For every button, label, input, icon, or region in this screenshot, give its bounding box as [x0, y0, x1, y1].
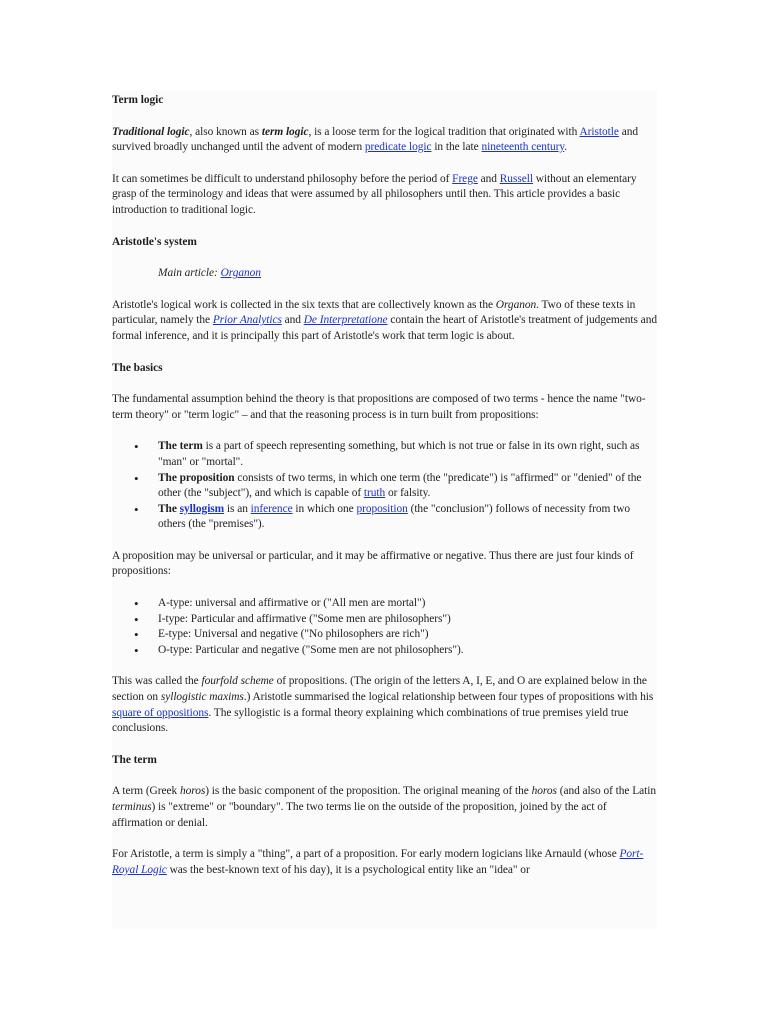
para2-text-1: It can sometimes be difficult to understand philosophy before the period of	[112, 172, 453, 185]
prior-analytics-label: Prior Analytics	[212, 314, 282, 327]
link-de-interpretatione[interactable]	[304, 314, 388, 326]
fourfold-text-3: .) Aristotle summarised the logical relationship between four types of propositions with his	[243, 691, 654, 704]
horos-term-2: horos	[531, 785, 557, 798]
arnauld-text-1: For Aristotle, a term is simply a "thing", a part of a proposition. For early modern logicians like Arnauld (whose	[112, 848, 620, 861]
paragraph-four-kinds: A proposition may be universal or particular, and it may be affirmative or negative. Thus there are just four kinds of propositions:	[112, 549, 634, 578]
term-text-1: A term (Greek	[112, 785, 180, 798]
link-aristotle[interactable]: Aristotle	[579, 125, 619, 138]
proposition-description: consists of two terms, in which one term (the "predicate") is "affirmed" or "denied" of the other (the "subject"), and which is capable of	[158, 471, 642, 500]
term-bold-label: The term	[158, 440, 203, 453]
organon-term: Organon	[495, 298, 537, 311]
proposition-description-end: or falsity.	[385, 487, 431, 500]
paragraph-term-definition	[112, 784, 657, 831]
term-text-2: ) is the basic component of the proposition. The original meaning of the	[205, 785, 532, 798]
heading-the-basics: The basics	[112, 361, 163, 374]
term-description: is a part of speech representing something, but which is not true or false in its own right, such as "man" or "mortal".	[158, 440, 640, 468]
de-interpretatione-label: De Interpretatione	[303, 314, 388, 327]
link-nineteenth-century[interactable]: nineteenth century	[481, 141, 565, 154]
document-content[interactable]	[112, 91, 657, 929]
para2-text-3: without an elementary grasp of the terminology and ideas that were assumed by all philosophers until then. This article provides a basic introduction to traditional logic.	[112, 172, 637, 216]
aristotle-text-2: . Two of these texts in particular, namely the	[112, 298, 636, 327]
proposition-bold-label: The proposition	[158, 471, 235, 484]
arnauld-text-2: was the best-known text of his day), it is a psychological entity like an "idea" or	[166, 863, 530, 876]
intro-text-1: , also known as	[189, 125, 262, 138]
aristotle-text-4: contain the heart of Aristotle's treatment of judgements and formal inference, and it is principally this part of Aristotle's work that term logic is about.	[112, 314, 657, 342]
term-text-4: ) is "extreme" or "boundary". The two terms lie on the outside of the proposition, joined by the act of affirmation or denial.	[112, 801, 607, 829]
intro-paragraph	[112, 125, 657, 156]
heading-the-term: The term	[112, 753, 157, 766]
heading-aristotles-system: Aristotle's system	[112, 235, 197, 248]
port-royal-logic-label: Port-Royal Logic	[112, 848, 644, 876]
link-truth[interactable]: truth	[363, 487, 386, 500]
main-article-note	[158, 266, 657, 282]
main-article-label: Main article:	[158, 267, 221, 280]
paragraph-aristotle-term	[112, 847, 657, 878]
intro-text-3: and survived broadly unchanged until the advent of modern	[112, 125, 639, 154]
fourfold-text-2: of propositions. (The origin of the letters A, I, E, and O are explained below in the section on	[112, 675, 647, 704]
page-title: Term logic	[112, 94, 164, 106]
paragraph-aristotle-works	[112, 298, 657, 345]
list-item-syllogism	[158, 502, 657, 533]
fourfold-text-1: This was called the	[112, 675, 202, 688]
intro-text-4: in the late	[431, 141, 482, 154]
syllogism-bold-label	[158, 503, 224, 515]
link-proposition[interactable]: proposition	[356, 502, 408, 515]
fourfold-text-4: . The syllogistic is a formal theory explaining which combinations of true premises yield true conclusions.	[112, 706, 629, 735]
proposition-types-list	[112, 596, 657, 658]
list-item-o-type: • O-type: Particular and negative ("Some men are not philosophers").	[158, 643, 657, 659]
syllogistic-maxims-term: syllogistic maxims	[160, 691, 244, 704]
term-logic-term: term logic	[261, 125, 309, 138]
intro-text-2: , is a loose term for the logical tradition that originated with	[308, 125, 580, 138]
list-item-a-type: • A-type: universal and affirmative or ("All men are mortal")	[158, 596, 657, 612]
syllogism-text-3: (the "conclusion") follows of necessity from two others (the "premises").	[158, 502, 631, 531]
syllogism-the: The	[158, 502, 180, 515]
para2-text-2: and	[477, 172, 500, 185]
list-item-i-type: • I-type: Particular and affirmative ("Some men are philosophers")	[158, 612, 657, 628]
traditional-logic-term: Traditional logic	[112, 125, 190, 138]
list-item-e-type: • E-type: Universal and negative ("No philosophers are rich")	[158, 627, 657, 643]
list-item-proposition	[158, 471, 657, 502]
basics-bullet-list	[112, 439, 657, 533]
aristotle-text-3: and	[281, 314, 304, 327]
fourfold-scheme-term: fourfold scheme	[201, 675, 274, 688]
link-russell[interactable]: Russell	[499, 172, 533, 185]
link-syllogism[interactable]: syllogism	[179, 502, 225, 515]
link-prior-analytics[interactable]	[213, 314, 282, 326]
paragraph-fourfold-scheme	[112, 674, 657, 736]
link-frege[interactable]: Frege	[452, 172, 478, 185]
link-square-of-oppositions[interactable]: square of oppositions	[112, 706, 209, 719]
paragraph-basics-intro: The fundamental assumption behind the theory is that propositions are composed of two terms - hence the name "two-term theory" or "term logic" – and that the reasoning process is in turn built from propositions:	[112, 393, 646, 421]
link-organon[interactable]: Organon	[220, 267, 261, 280]
syllogism-text-1: is an	[224, 502, 251, 515]
syllogism-text-2: in which one	[292, 502, 357, 515]
intro-text-5: .	[564, 141, 568, 154]
paragraph-frege-russell	[112, 172, 657, 219]
link-predicate-logic[interactable]: predicate logic	[364, 141, 432, 154]
terminus-term: terminus	[112, 801, 152, 813]
link-inference[interactable]: inference	[250, 502, 293, 515]
list-item-term	[158, 439, 657, 470]
horos-term-1: horos	[179, 785, 206, 798]
term-text-3: (and also of the Latin	[556, 785, 657, 798]
aristotle-text-1: Aristotle's logical work is collected in the six texts that are collectively known as the	[112, 298, 496, 311]
